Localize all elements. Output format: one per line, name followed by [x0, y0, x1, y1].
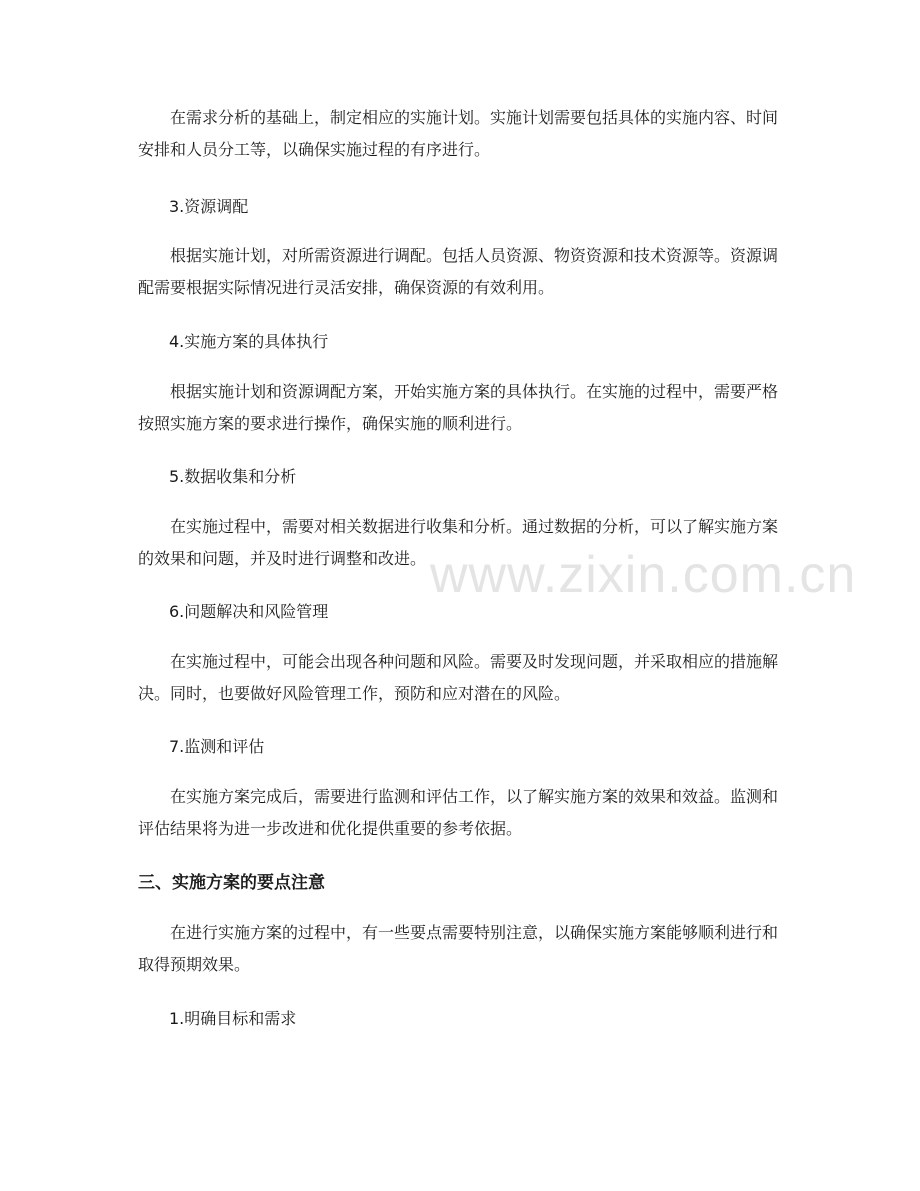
item-resource-allocation: 3.资源调配: [169, 197, 249, 216]
paragraph-resource-allocation: 根据实施计划，对所需资源进行调配。包括人员资源、物资资源和技术资源等。资源调配需要根据实际情况进行灵活安排，确保资源的有效利用。: [138, 246, 779, 297]
item-data-analysis: 5.数据收集和分析: [169, 467, 297, 486]
watermark: www.zixin.com.cn: [430, 546, 857, 604]
paragraph-monitoring: 在实施方案完成后，需要进行监测和评估工作，以了解实施方案的效果和效益。监测和评估结果将为进一步改进和优化提供重要的参考依据。: [138, 787, 779, 838]
item-monitoring: 7.监测和评估: [169, 737, 265, 756]
paragraph-execution: 根据实施计划和资源调配方案，开始实施方案的具体执行。在实施的过程中，需要严格按照实施方案的要求进行操作，确保实施的顺利进行。: [138, 382, 779, 433]
paragraph-plan: 在需求分析的基础上，制定相应的实施计划。实施计划需要包括具体的实施内容、时间安排和人员分工等，以确保实施过程的有序进行。: [138, 108, 779, 159]
paragraph-risk-management: 在实施过程中，可能会出现各种问题和风险。需要及时发现问题，并采取相应的措施解决。同时，也要做好风险管理工作，预防和应对潜在的风险。: [138, 652, 779, 703]
section-heading: 三、实施方案的要点注意: [138, 873, 325, 893]
item-risk-management: 6.问题解决和风险管理: [169, 602, 329, 621]
paragraph-key-points: 在进行实施方案的过程中，有一些要点需要特别注意，以确保实施方案能够顺利进行和取得预期效果。: [138, 923, 779, 974]
paragraph-data-analysis: 在实施过程中，需要对相关数据进行收集和分析。通过数据的分析，可以了解实施方案的效果和问题，并及时进行调整和改进。: [138, 517, 779, 568]
item-execution: 4.实施方案的具体执行: [169, 332, 329, 351]
item-goals: 1.明确目标和需求: [169, 1009, 297, 1028]
